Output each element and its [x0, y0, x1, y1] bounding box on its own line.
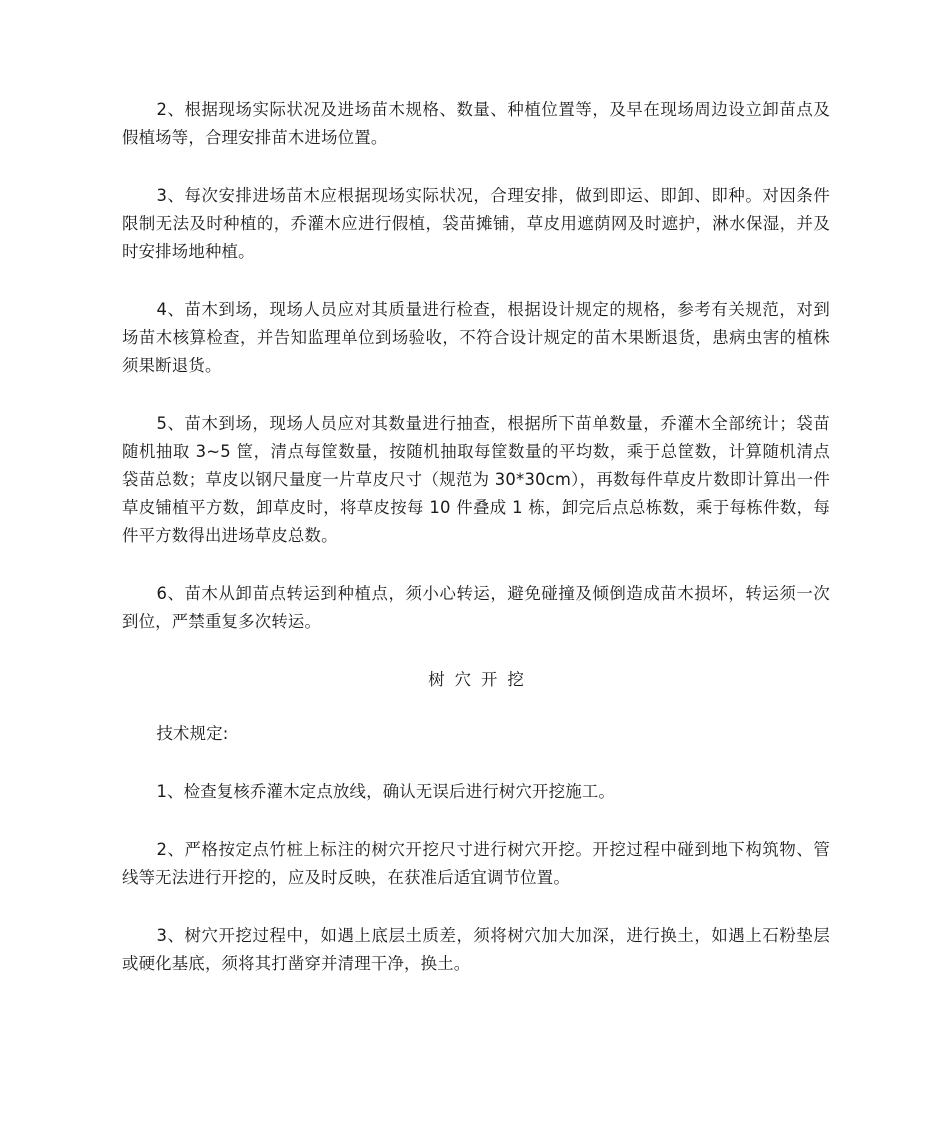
paragraph-item-2: 2、根据现场实际状况及进场苗木规格、数量、种植位置等，及早在现场周边设立卸苗点及假植场等，合理安排苗木进场位置。: [122, 100, 830, 147]
spec-item-2: 2、严格按定点竹桩上标注的树穴开挖尺寸进行树穴开挖。开挖过程中碰到地下构筑物、管线等无法进行开挖的，应及时反映，在获准后适宜调节位置。: [122, 840, 830, 887]
document-body: [122, 96, 830, 1008]
section-heading: 树穴开挖: [428, 670, 534, 689]
paragraph-item-6: 6、苗木从卸苗点转运到种植点，须小心转运，避免碰撞及倾倒造成苗木损坏，转运须一次到位，严禁重复多次转运。: [122, 584, 830, 631]
tech-spec-label: 技术规定:: [156, 724, 229, 743]
paragraph-item-3: 3、每次安排进场苗木应根据现场实际状况，合理安排，做到即运、即卸、即种。对因条件限制无法及时种植的，乔灌木应进行假植，袋苗摊铺，草皮用遮荫网及时遮护，淋水保湿，并及时安排场地种植。: [122, 186, 830, 261]
spec-item-1: 1、检查复核乔灌木定点放线，确认无误后进行树穴开挖施工。: [156, 782, 616, 801]
paragraph-item-5: 5、苗木到场，现场人员应对其数量进行抽查，根据所下苗单数量，乔灌木全部统计；袋苗随机抽取 3~5 筐，清点每筐数量，按随机抽取每筐数量的平均数，乘于总筐数，计算随机清点袋苗总数；草皮以钢尺量度一片草皮尺寸（规范为 30*30cm），再数每件草皮片数即计算出一件草皮铺植平方数，卸草皮时，将草皮按每 10 件叠成 1 栋，卸完后点总栋数，乘于每栋件数，每件平方数得出进场草皮总数。: [122, 414, 830, 545]
spec-item-3: 3、树穴开挖过程中，如遇上底层土质差，须将树穴加大加深，进行换土，如遇上石粉垫层或硬化基底，须将其打凿穿并清理干净，换土。: [122, 926, 830, 973]
paragraph-item-4: 4、苗木到场，现场人员应对其质量进行检查，根据设计规定的规格，参考有关规范，对到场苗木核算检查，并告知监理单位到场验收，不符合设计规定的苗木果断退货，患病虫害的植株须果断退货。: [122, 300, 830, 375]
